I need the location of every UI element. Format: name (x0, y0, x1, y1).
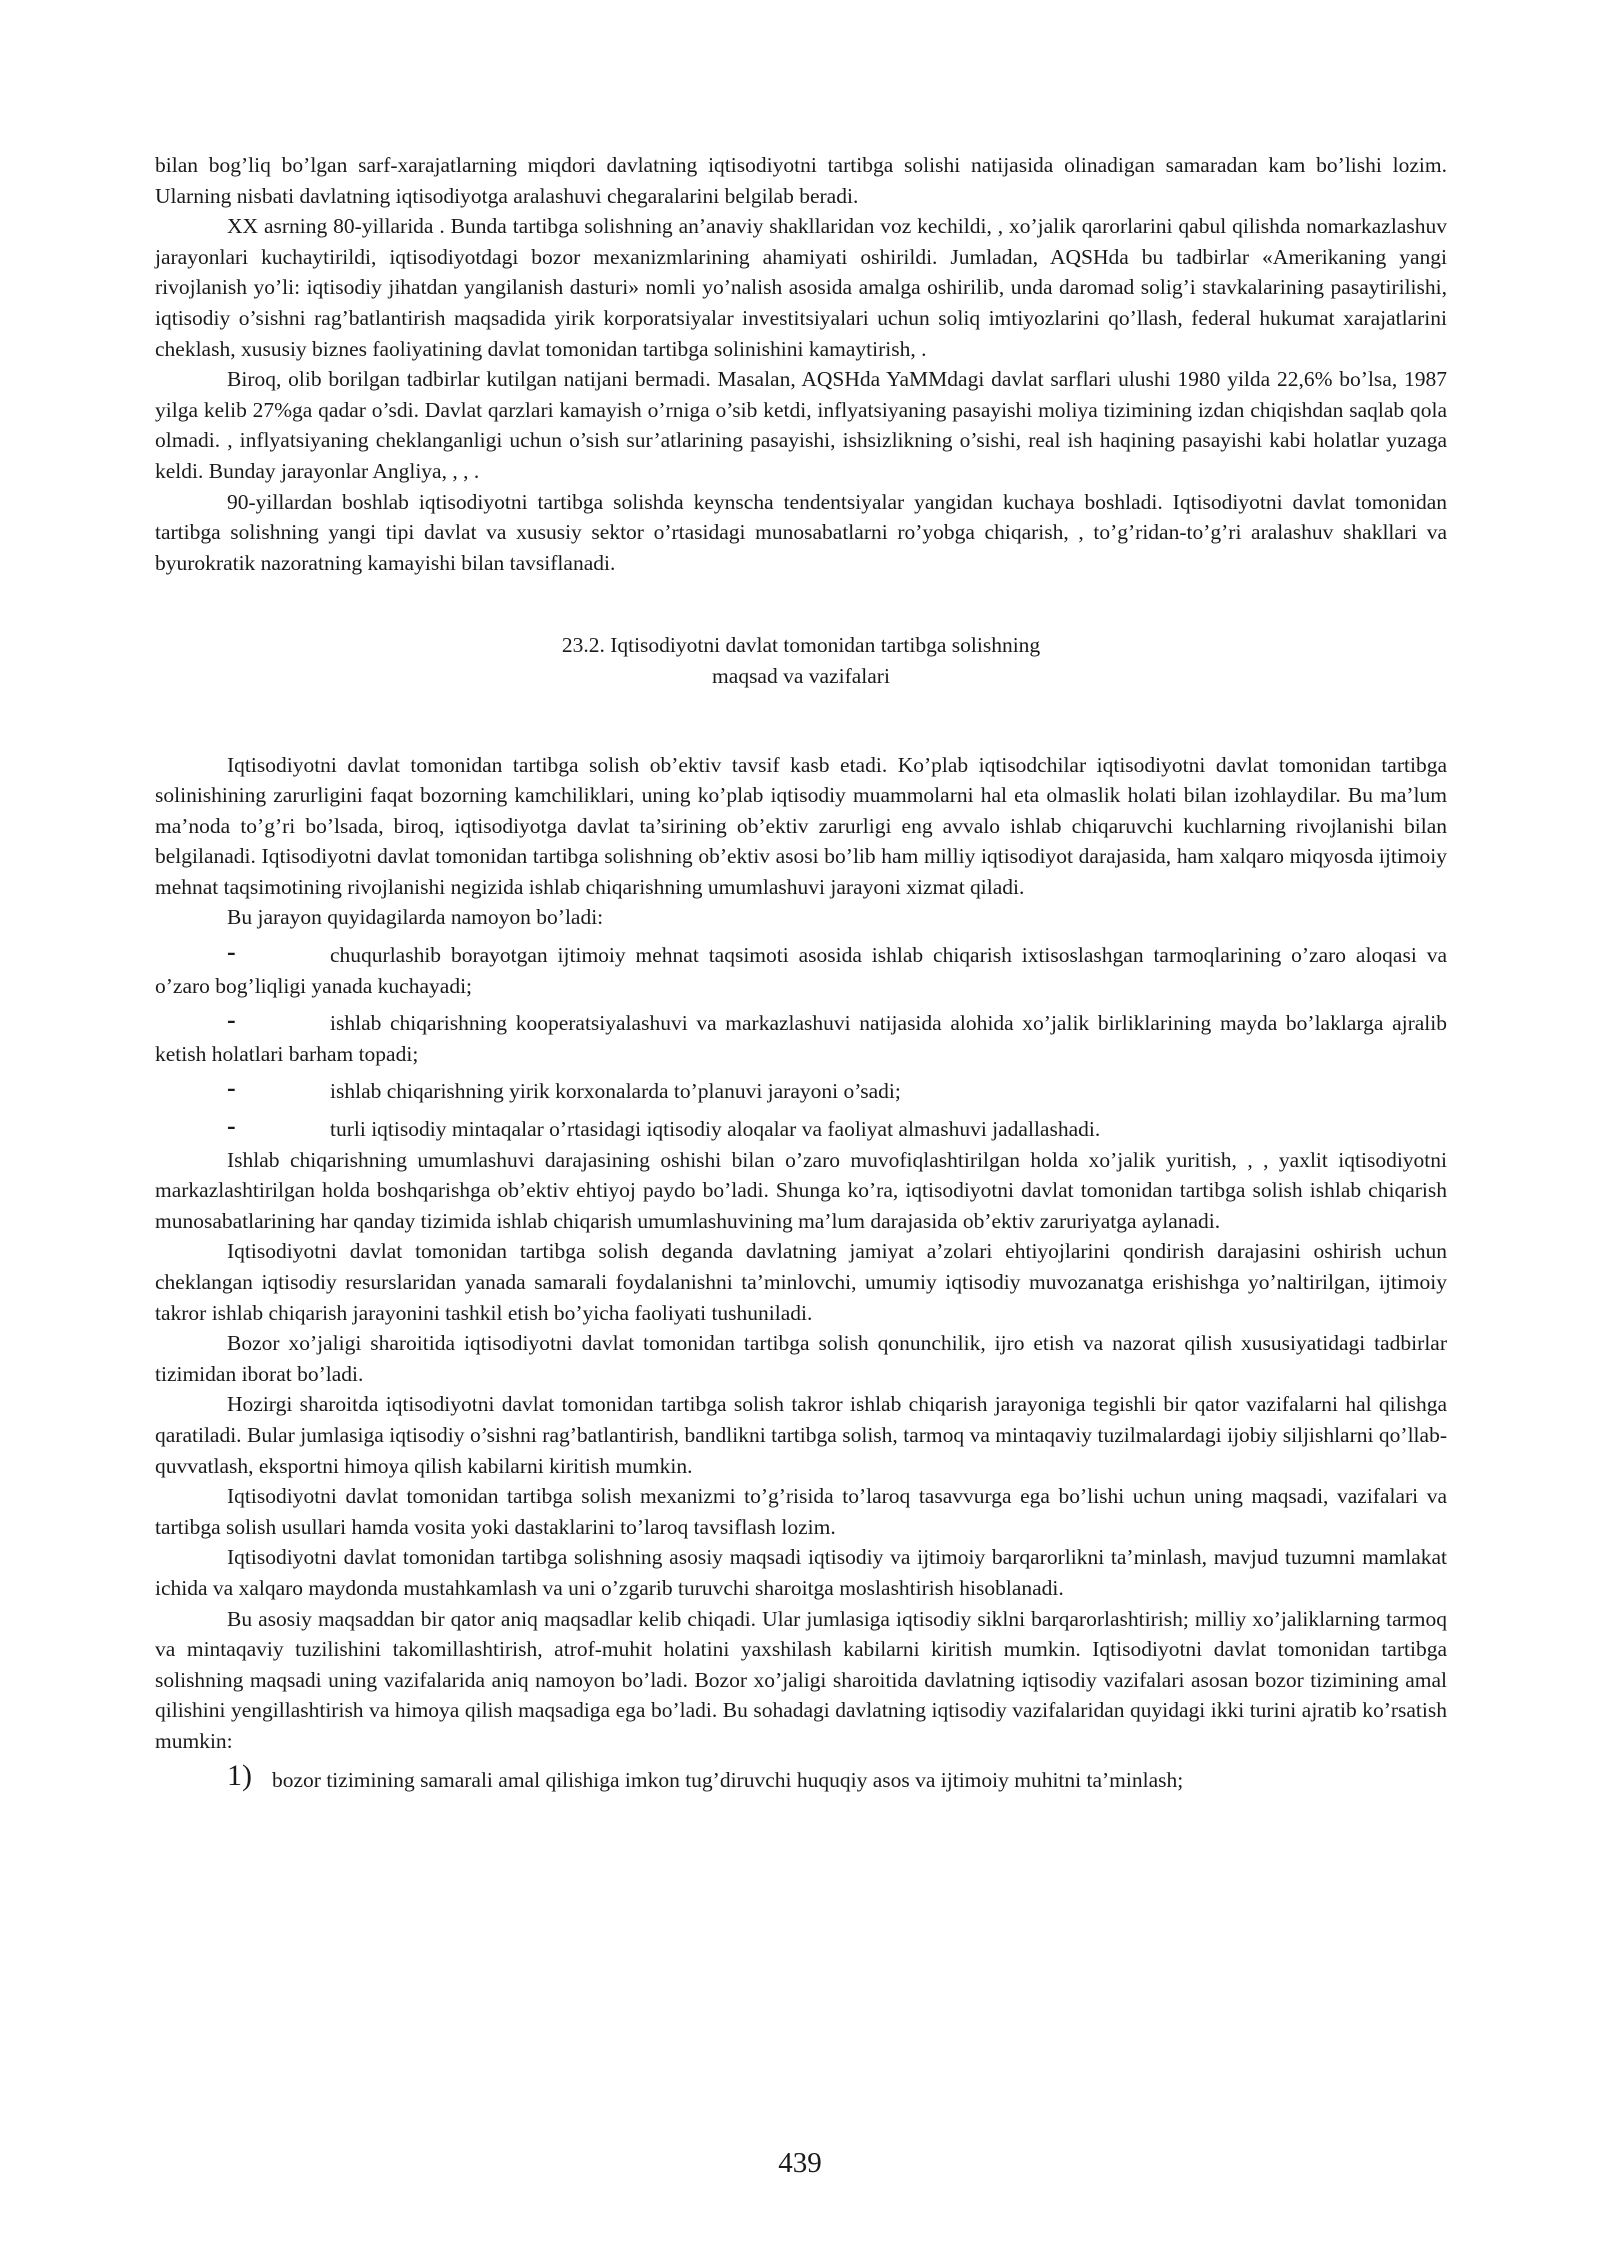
bullet-text: ishlab chiqarishning kooperatsiyalashuvi va markazlashuvi natijasida alohida xo’jalik birliklarining mayda bo’laklarga ajralib ketish holatlari barham topadi; (155, 1011, 1447, 1066)
bullet-item (155, 1111, 1447, 1145)
paragraph: Iqtisodiyotni davlat tomonidan tartibga solish mexanizmi to’g’risida to’laroq tasavvurga ega bo’lishi uchun uning maqsadi, vazifalari va tartibga solish usullari hamda vosita yoki dastaklarini to’laroq tavsiflash lozim. (155, 1484, 1447, 1539)
paragraph: Biroq, olib borilgan tadbirlar kutilgan natijani bermadi. Masalan, AQSHda YaMMdagi davlat sarflari ulushi 1980 yilda 22,6% bo’lsa, 1987 yilga kelib 27%ga qadar o’sdi. Davlat qarzlari kamayish o’rniga o’sib ketdi, inflyatsiyaning pasayishi moliya tizimining izdan chiqishdan saqlab qola olmadi. , inflyatsiyaning cheklanganligi uchun o’sish sur’atlarining pasayishi, ishsizlikning o’sishi, real ish haqining pasayishi kabi holatlar yuzaga keldi. Bunday jarayonlar Angliya, , , . (155, 367, 1447, 483)
bullet-dash: - (227, 1005, 236, 1035)
paragraph: Iqtisodiyotni davlat tomonidan tartibga solishning asosiy maqsadi iqtisodiy va ijtimoiy barqarorlikni ta’minlash, mavjud tuzumni mamlakat ichida va xalqaro maydonda mustahkamlash va uni o’zgarib turuvchi sharoitga moslashtirish hisoblanadi. (155, 1545, 1447, 1600)
paragraph: Bu jarayon quyidagilarda namoyon bo’ladi: (227, 905, 604, 930)
paragraph: Iqtisodiyotni davlat tomonidan tartibga solish ob’ektiv tavsif kasb etadi. Ko’plab iqtisodchilar iqtisodiyotni davlat tomonidan tartibga solinishining zarurligini faqat bozorning kamchiliklari, uning ko’plab iqtisodiy muammolarni hal eta olmaslik holati bilan izohlaydilar. Bu ma’lum ma’noda to’g’ri bo’lsada, biroq, iqtisodiyotga davlat ta’sirining ob’ektiv zarurligi eng avvalo ishlab chiqaruvchi kuchlarning rivojlanishi bilan belgilanadi. Iqtisodiyotni davlat tomonidan tartibga solishning ob’ektiv asosi bo’lib ham milliy iqtisodiyot darajasida, ham xalqaro miqyosda ijtimoiy mehnat taqsimotining rivojlanishi negizida ishlab chiqarishning umumlashuvi jarayoni xizmat qiladi. (155, 752, 1447, 899)
paragraph: Bozor xo’jaligi sharoitida iqtisodiyotni davlat tomonidan tartibga solish qonunchilik, ijro etish va nazorat qilish xususiyatidagi tadbirlar tizimidan iborat bo’ladi. (155, 1331, 1447, 1386)
bullet-text: turli iqtisodiy mintaqalar o’rtasidagi iqtisodiy aloqalar va faoliyat almashuvi jadallashadi. (330, 1117, 1101, 1142)
numbered-item (155, 1758, 1447, 1796)
section-heading-line-2: maqsad va vazifalari (712, 663, 890, 688)
document-page (155, 150, 1447, 1795)
page-number: 439 (778, 2147, 822, 2179)
paragraph: 90-yillardan boshlab iqtisodiyotni tartibga solishda keynscha tendentsiyalar yangidan kuchaya boshladi. Iqtisodiyotni davlat tomonidan tartibga solishning yangi tipi davlat va xususiy sektor o’rtasidagi munosabatlarni ro’yobga chiqarish, , to’g’ridan-to’g’ri aralashuv shakllari va byurokratik nazoratning kamayishi bilan tavsiflanadi. (155, 489, 1447, 575)
numbered-item-text: bozor tizimining samarali amal qilishiga imkon tug’diruvchi huquqiy asos va ijtimoiy muhitni ta’minlash; (272, 1767, 1184, 1792)
paragraph-continuation: bilan bog’liq bo’lgan sarf-xarajatlarning miqdori davlatning iqtisodiyotni tartibga solishi natijasida olinadigan samaradan kam bo’lishi lozim. Ularning nisbati davlatning iqtisodiyotga aralashuvi chegaralarini belgilab beradi. (155, 153, 1447, 208)
paragraph: Hozirgi sharoitda iqtisodiyotni davlat tomonidan tartibga solish takror ishlab chiqarish jarayoniga tegishli bir qator vazifalarni hal qilishga qaratiladi. Bular jumlasiga iqtisodiy o’sishni rag’batlantirish, bandlikni tartibga solish, tarmoq va mintaqaviy tuzilmalardagi ijobiy siljishlarni qo’llab-quvvatlash, eksportni himoya qilish kabilarni kiritish mumkin. (155, 1392, 1447, 1478)
bullet-dash: - (227, 1073, 236, 1103)
section-heading (155, 630, 1447, 691)
section-heading-line-1: 23.2. Iqtisodiyotni davlat tomonidan tartibga solishning (561, 633, 1041, 658)
paragraph: Ishlab chiqarishning umumlashuvi darajasining oshishi bilan o’zaro muvofiqlashtirilgan holda xo’jalik yuritish, , , yaxlit iqtisodiyotni markazlashtirilgan holda boshqarishga ob’ektiv ehtiyoj paydo bo’ladi. Shunga ko’ra, iqtisodiyotni davlat tomonidan tartibga solish ishlab chiqarish munosabatlarining har qanday tizimida ishlab chiqarish umumlashuvining ma’lum darajasida ob’ektiv zaruriyatga aylanadi. (155, 1147, 1447, 1233)
bullet-item (155, 1073, 1447, 1107)
paragraph: Bu asosiy maqsaddan bir qator aniq maqsadlar kelib chiqadi. Ular jumlasiga iqtisodiy siklni barqarorlashtirish; milliy xo’jaliklarning tarmoq va mintaqaviy tuzilishini takomillashtirish, atrof-muhit holatini yaxshilash kabilarni kiritish mumkin. Iqtisodiyotni davlat tomonidan tartibga solishning maqsadi uning vazifalarida aniq namoyon bo’ladi. Bozor xo’jaligi sharoitida davlatning iqtisodiy vazifalari asosan bozor tizimining amal qilishini yengillashtirish va himoya qilish maqsadiga ega bo’ladi. Bu sohadagi davlatning iqtisodiy vazifalaridan quyidagi ikki turini ajratib ko’rsatish mumkin: (155, 1606, 1447, 1753)
bullet-text: chuqurlashib borayotgan ijtimoiy mehnat taqsimoti asosida ishlab chiqarish ixtisoslashgan tarmoqlarining o’zaro aloqasi va o’zaro bog’liqligi yanada kuchayadi; (155, 943, 1447, 998)
bullet-item (155, 1005, 1447, 1069)
item-number: 1) (227, 1758, 252, 1792)
paragraph: Iqtisodiyotni davlat tomonidan tartibga solish deganda davlatning jamiyat a’zolari ehtiyojlarini qondirish darajasini oshirish uchun cheklangan iqtisodiy resurslaridan yanada samarali foydalanishni ta’minlovchi, umumiy iqtisodiy muvozanatga erishishga yo’naltirilgan, ijtimoiy takror ishlab chiqarish jarayonini tashkil etish bo’yicha faoliyati tushuniladi. (155, 1239, 1447, 1325)
bullet-item (155, 937, 1447, 1001)
paragraph: XX asrning 80-yillarida . Bunda tartibga solishning an’anaviy shakllaridan voz kechildi, , xo’jalik qarorlarini qabul qilishda nomarkazlashuv jarayonlari kuchaytirildi, iqtisodiyotdagi bozor mexanizmlarining ahamiyati oshirildi. Jumladan, AQSHda bu tadbirlar «Amerikaning yangi rivojlanish yo’li: iqtisodiy jihatdan yangilanish dasturi» nomli yo’nalish asosida amalga oshirilib, unda daromad solig’i stavkalarining pasaytirilishi, iqtisodiy o’sishni rag’batlantirish maqsadida yirik korporatsiyalar investitsiyalari uchun soliq imtiyozlarini qo’llash, federal hukumat xarajatlarini cheklash, xususiy biznes faoliyatining davlat tomonidan tartibga solinishini kamaytirish, . (155, 214, 1447, 361)
bullet-dash: - (227, 1111, 236, 1141)
bullet-text: ishlab chiqarishning yirik korxonalarda to’planuvi jarayoni o’sadi; (330, 1079, 901, 1104)
bullet-dash: - (227, 937, 236, 967)
